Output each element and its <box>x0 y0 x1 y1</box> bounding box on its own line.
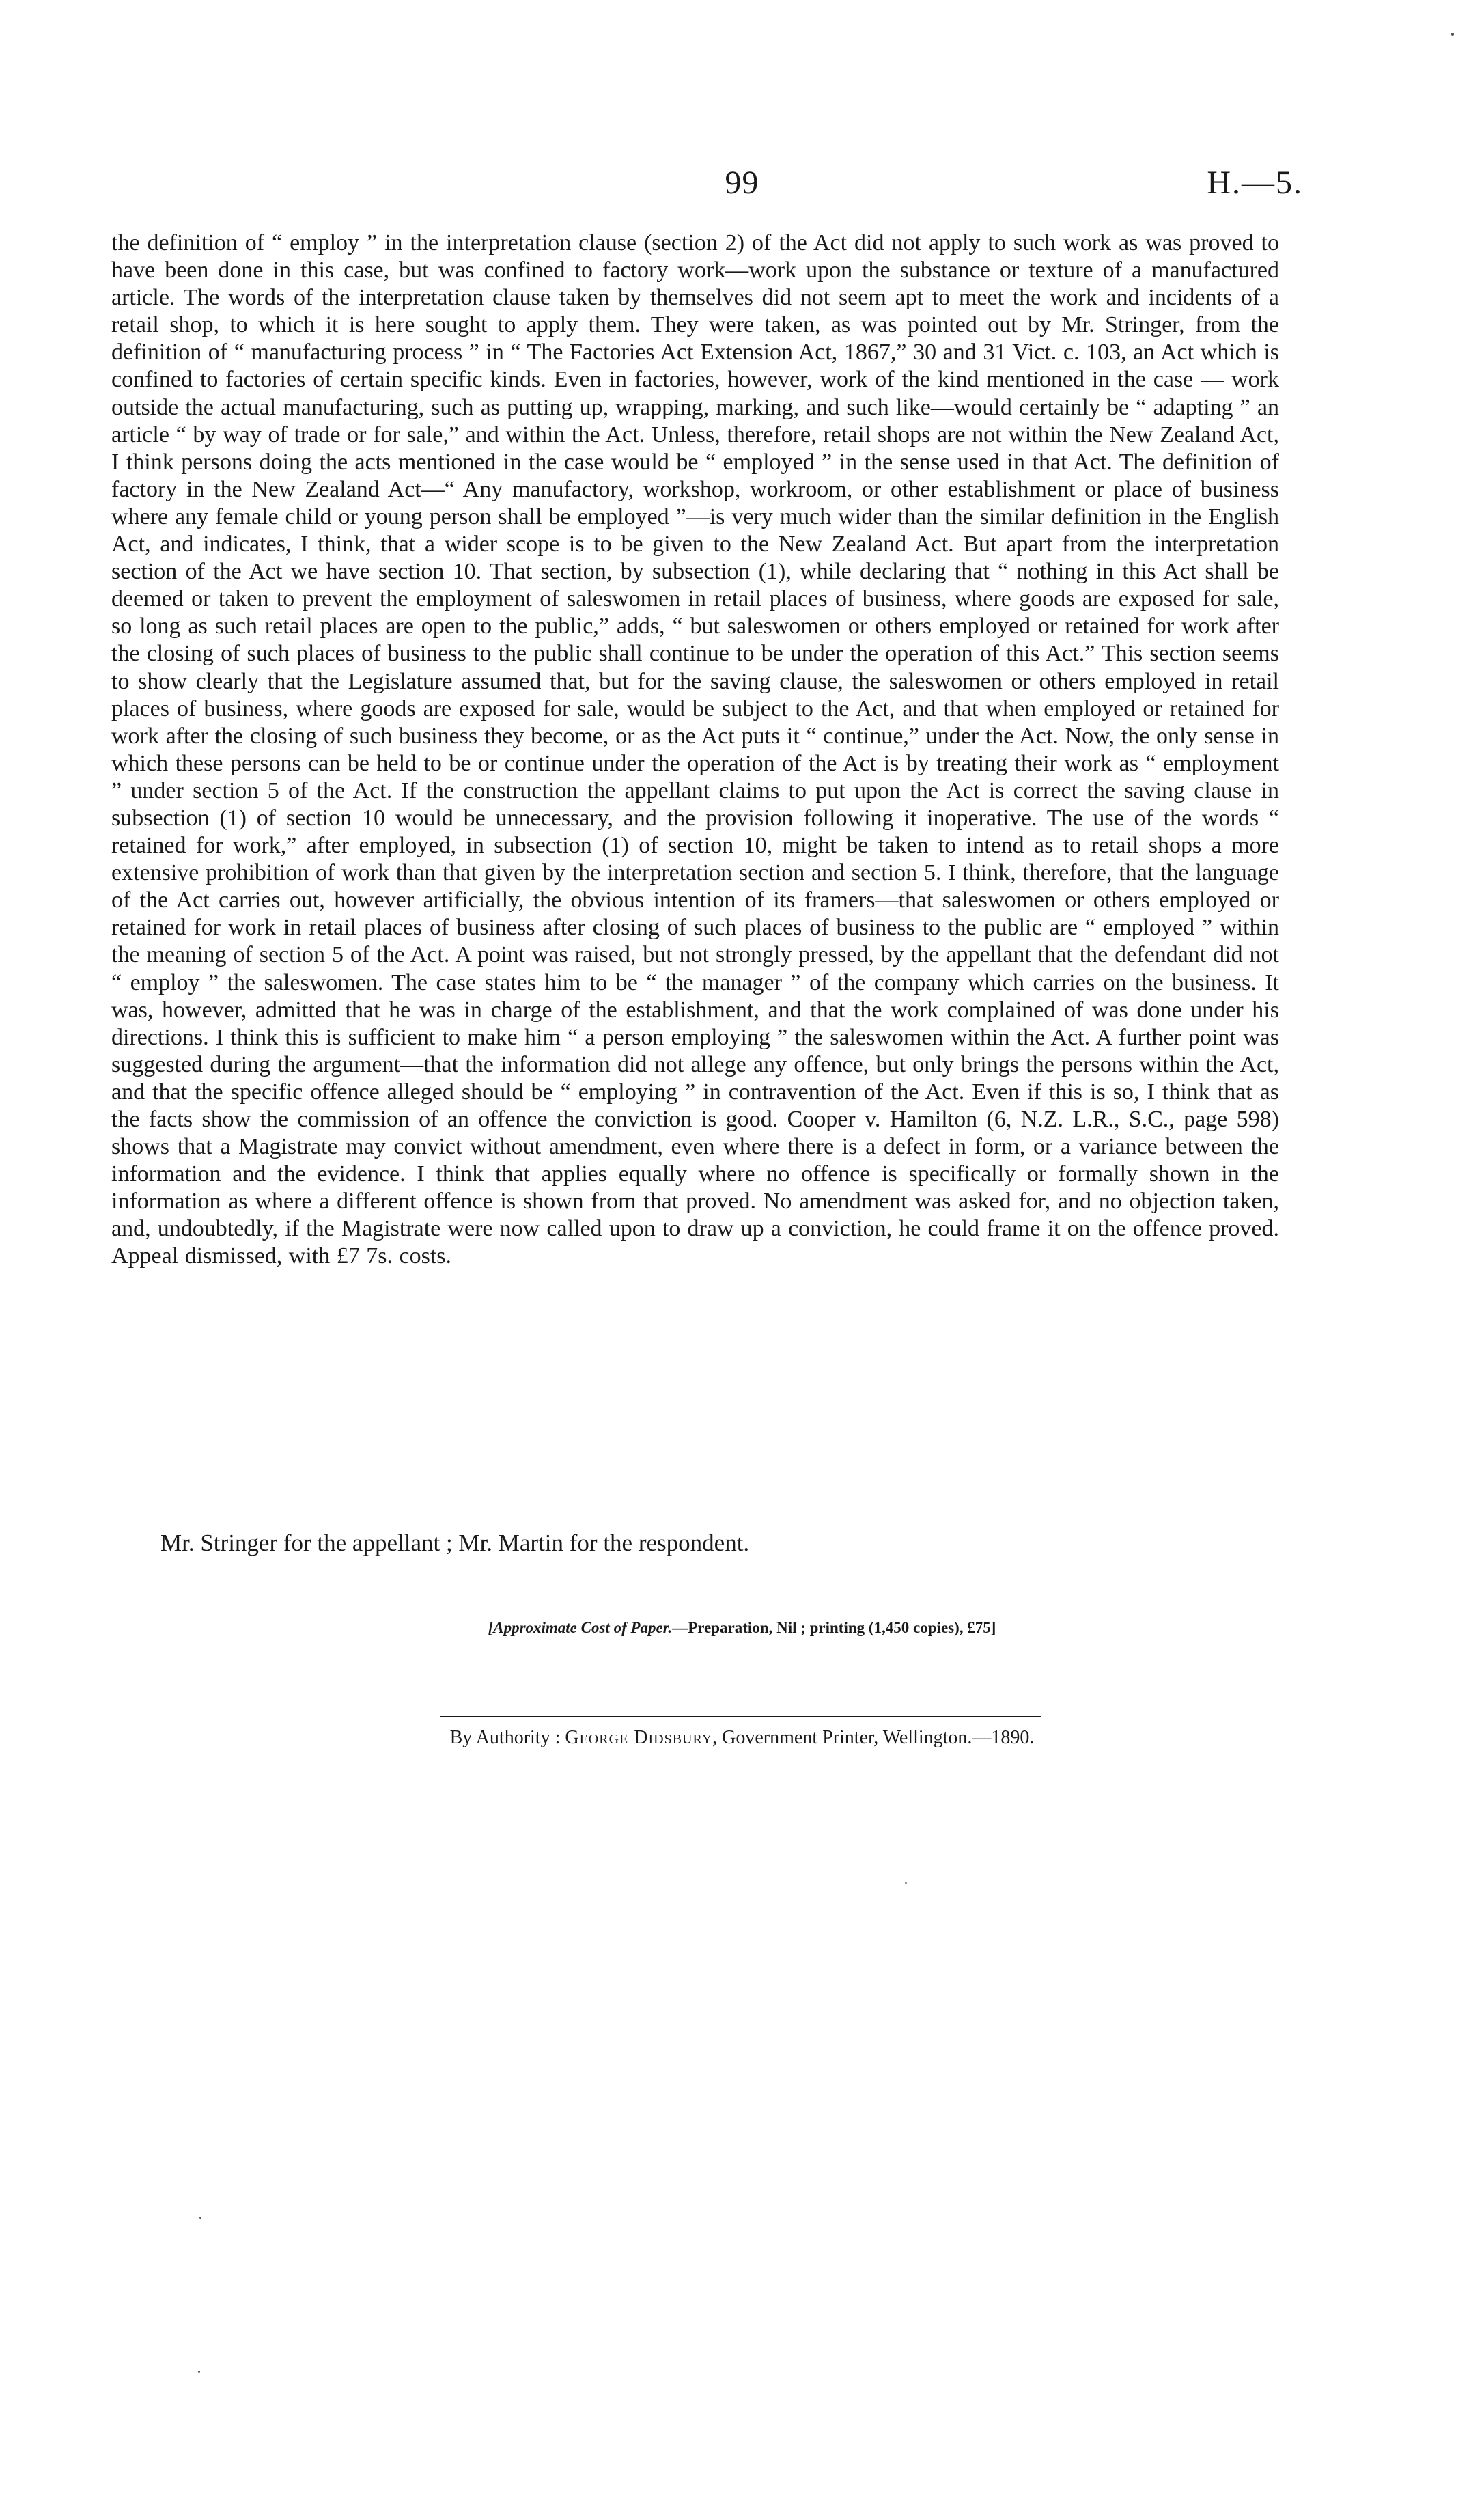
page-number: 99 <box>725 165 759 201</box>
imprint-suffix: , Government Printer, Wellington.—1890. <box>712 1727 1035 1748</box>
counsel-line: Mr. Stringer for the appellant ; Mr. Martin for the respondent. <box>160 1530 750 1556</box>
scan-speck <box>905 1882 907 1884</box>
judgment-paragraph: the definition of “ employ ” in the interpretation clause (section 2) of the Act did not apply to such work as was proved to have been done in this case, but was confined to factory work—work upon the substance or texture of a manufactured article. The words of the interpretation clause taken by themselves did not seem apt to meet the work and incidents of a retail shop, to which it is here sought to apply them. They were taken, as was pointed out by Mr. Stringer, from the definition of “ manufacturing process ” in “ The Factories Act Extension Act, 1867,” 30 and 31 Vict. c. 103, an Act which is confined to factories of certain specific kinds. Even in factories, however, work of the kind mentioned in the case — work outside the actual manufacturing, such as putting up, wrapping, marking, and such like—would certainly be “ adapting ” an article “ by way of trade or for sale,” and within the Act. Unless, therefore, retail shops are not within the New Zealand Act, I think persons doing the acts mentioned in the case would be “ employed ” in the sense used in that Act. The definition of factory in the New Zealand Act—“ Any manufactory, workshop, workroom, or other establishment or place of business where any female child or young person shall be employed ”—is very much wider than the similar definition in the English Act, and indicates, I think, that a wider scope is to be given to the New Zealand Act. But apart from the interpretation section of the Act we have section 10. That section, by subsection (1), while declaring that “ nothing in this Act shall be deemed or taken to prevent the employment of saleswomen in retail places of business, where goods are exposed for sale, so long as such retail places are open to the public,” adds, “ but saleswomen or others employed or retained for work after the closing of such places of business to the public shall continue to be under the operation of this Act.” This section seems to show clearly that the Legislature assumed that, but for the saving clause, the saleswomen or others employed in retail places of business, where goods are exposed for sale, would be subject to the Act, and that when employed or retained for work after the closing of such business they become, or as the Act puts it “ continue,” under the Act. Now, the only sense in which these persons can be held to be or continue under the operation of the Act is by treating their work as “ employment ” under section 5 of the Act. If the construction the appellant claims to put upon the Act is correct the saving clause in subsection (1) of section 10 would be unnecessary, and the provision following it inoperative. The use of the words “ retained for work,” after employed, in subsection (1) of section 10, might be taken to intend as to retail shops a more extensive prohibition of work than that given by the interpretation section and section 5. I think, therefore, that the language of the Act carries out, however artificially, the obvious intention of its framers—that saleswomen or others employed or retained for work in retail places of business after closing of such places of business to the public are “ employed ” within the meaning of section 5 of the Act. A point was raised, but not strongly pressed, by the appellant that the defendant did not “ employ ” the saleswomen. The case states him to be “ the manager ” of the company which carries on the business. It was, however, admitted that he was in charge of the establishment, and that the work complained of was done under his directions. I think this is sufficient to make him “ a person employing ” the saleswomen within the Act. A further point was suggested during the argument—that the information did not allege any offence, but only brings the persons within the Act, and that the specific offence alleged should be “ employing ” in contravention of the Act. Even if this is so, I think that as the facts show the commission of an offence the conviction is good. Cooper v. Hamilton (6, N.Z. L.R., S.C., page 598) shows that a Magistrate may convict without amendment, even where there is a defect in form, or a variance between the information and the evidence. I think that applies equally where no offence is specifically or formally shown in the information as where a different offence is shown from that proved. No amendment was asked for, and no objection taken, and, undoubtedly, if the Magistrate were now called upon to draw up a conviction, he could frame it on the offence proved. Appeal dismissed, with £7 7s. costs. <box>111 230 1279 1269</box>
cost-note-label: [Approximate Cost of Paper. <box>488 1619 673 1636</box>
cost-of-paper-note <box>0 1619 1484 1637</box>
footer-divider <box>440 1716 1041 1717</box>
scan-speck <box>1451 33 1454 36</box>
printer-name: George Didsbury <box>565 1727 713 1748</box>
imprint-prefix: By Authority : <box>449 1727 565 1748</box>
judgment-body <box>111 230 1279 1271</box>
cost-note-detail: —Preparation, Nil ; printing (1,450 copies), £75] <box>672 1619 996 1636</box>
scan-speck <box>199 2217 201 2219</box>
printer-imprint <box>0 1727 1484 1749</box>
scan-speck <box>198 2371 200 2373</box>
document-reference: H.—5. <box>1207 165 1303 201</box>
